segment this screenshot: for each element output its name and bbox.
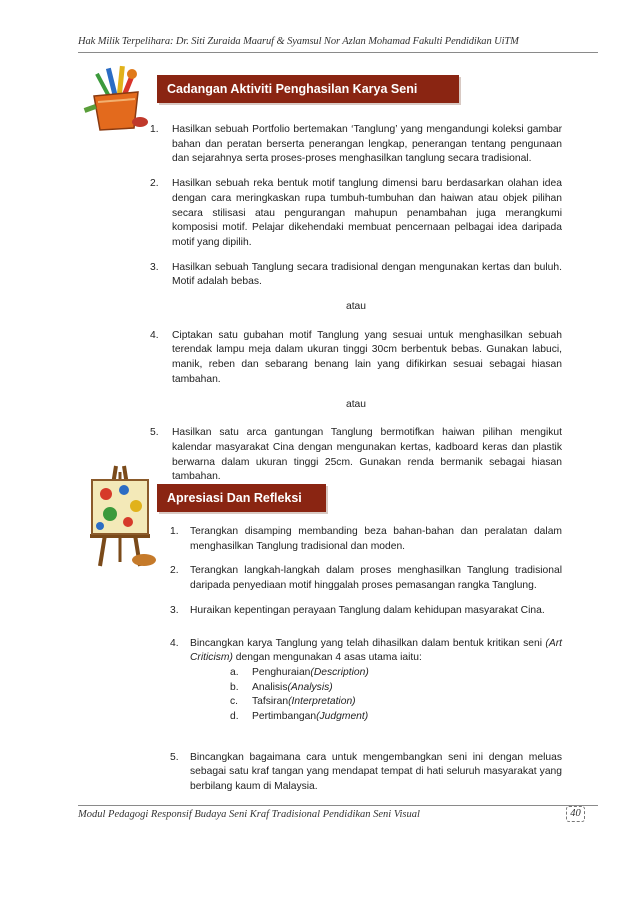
sub-text: Tafsiran xyxy=(252,696,289,708)
list-item xyxy=(150,329,562,388)
sub-text: Pertimbangan xyxy=(252,711,317,723)
sub-text-emphasis: (Judgment) xyxy=(316,711,369,723)
list-item xyxy=(150,426,562,485)
list-item xyxy=(170,637,562,725)
item-text: Terangkan disamping membanding beza bahan-bahan dan peralatan dalam menghasilkan Tanglung tradisional dan moden. xyxy=(190,526,562,552)
item-text-part: dengan mengunakan 4 asas utama iaitu: xyxy=(232,652,422,664)
activity-list xyxy=(150,123,562,495)
item-text: Ciptakan satu gubahan motif Tanglung yang sesuai untuk menghasilkan sebuah terendak lampu meja dalam ukuran tinggi 30cm berbentuk bebas. Gunakan labuci, manik, reben dan sebarang benang lain yang difikirkan sesuai sebagai hiasan tambahan. xyxy=(172,329,562,385)
list-item xyxy=(170,564,562,593)
item-text: Hasilkan sebuah Tanglung secara tradisional dengan mengunakan kertas dan buluh. Motif adalah bebas. xyxy=(172,261,562,288)
sub-letter: c. xyxy=(230,696,239,708)
item-number: 1. xyxy=(150,124,159,135)
atau-separator: atau xyxy=(345,301,367,313)
page-footer: Modul Pedagogi Responsif Budaya Seni Kraf Tradisional Pendidikan Seni Visual xyxy=(78,809,420,820)
item-number: 5. xyxy=(170,751,179,763)
sub-text-emphasis: (Analysis) xyxy=(287,681,333,693)
item-text: Hasilkan sebuah Portfolio bertemakan ‘Tanglung’ yang mengandungi koleksi gambar bahan dan peratan berserta penerangan lengkap, penerangan tentang pengunaan dan sejarahnya serta proses-proses menghasilkan tanglung secara tradisional. xyxy=(172,124,562,165)
item-number: 3. xyxy=(170,604,179,616)
item-text: Terangkan langkah-langkah dalam proses menghasilkan Tanglung tradisional daripada penyediaan motif hinggalah proses pemasangan rangka Tanglung. xyxy=(190,565,562,592)
art-supplies-icon xyxy=(80,62,152,132)
sublist-item xyxy=(230,710,562,725)
list-item xyxy=(170,751,562,795)
list-item xyxy=(170,604,562,619)
sublist-item xyxy=(230,681,562,696)
item-number: 2. xyxy=(170,565,179,577)
reflection-list xyxy=(170,525,562,805)
item-number: 5. xyxy=(150,427,159,439)
sub-letter: d. xyxy=(230,711,239,723)
sub-text-emphasis: (Description) xyxy=(310,666,369,678)
item-text: Hasilkan satu arca gantungan Tanglung bermotifkan haiwan pilihan mengikut kalendar masyarakat Cina dengan mengunakan kertas, kadboard keras dan plastik berwarna dalam ukuran tinggi 25cm. Gunakan renda bermanik sebagai hiasan tambahan. xyxy=(172,427,562,483)
item-text-part: Bincangkan karya Tanglung yang telah dihasilkan dalam bentuk kritikan seni xyxy=(190,637,546,649)
page-header: Hak Milik Terpelihara: Dr. Siti Zuraida Maaruf & Syamsul Nor Azlan Mohamad Fakulti Pendidikan UiTM xyxy=(78,36,519,47)
item-number: 4. xyxy=(170,637,179,649)
sublist xyxy=(190,666,562,725)
item-number: 3. xyxy=(150,261,159,273)
item-text: Bincangkan bagaimana cara untuk mengembangkan seni ini dengan meluas sebagai satu kraf tangan yang mendapat tempat di hati seluruh masyarakat yang berbilang kaum di Malaysia. xyxy=(190,751,562,793)
sublist-item xyxy=(230,695,562,710)
section-title-cadangan: Cadangan Aktiviti Penghasilan Karya Seni xyxy=(157,75,459,103)
item-text-emphasis: (Art Criticism) xyxy=(190,637,562,664)
item-text: Hasilkan sebuah reka bentuk motif tanglung dimensi baru berdasarkan olahan idea dengan cara meringkaskan rupa tumbuh-tumbuhan dan haiwan atau objek pilihan secara stilisasi atau pengurangan mahupun penambahan juga merangkumi komposisi motif. Pelajar dikehendaki membuat pencernaan pelbagai idea daripada motif yang dipilih. xyxy=(172,178,562,248)
section-title-apresiasi: Apresiasi Dan Refleksi xyxy=(157,484,326,512)
sub-letter: a. xyxy=(230,666,239,678)
list-item xyxy=(150,177,562,251)
sub-text: Penghuraian xyxy=(252,666,311,678)
sub-text: Analisis xyxy=(252,681,288,693)
item-number: 1. xyxy=(170,526,179,537)
sub-letter: b. xyxy=(230,681,239,693)
item-text: Huraikan kepentingan perayaan Tanglung dalam kehidupan masyarakat Cina. xyxy=(190,604,545,616)
sub-text-emphasis: (Interpretation) xyxy=(288,696,356,708)
list-item xyxy=(150,123,562,167)
list-item xyxy=(150,261,562,290)
sublist-item xyxy=(230,666,562,681)
item-number: 2. xyxy=(150,178,159,190)
easel-icon xyxy=(80,462,160,572)
atau-separator: atau xyxy=(345,398,367,410)
item-number: 4. xyxy=(150,329,159,341)
list-item xyxy=(170,525,562,554)
page-number: 40 xyxy=(566,806,585,822)
footer-divider xyxy=(78,805,598,806)
header-divider xyxy=(78,52,598,53)
item-text xyxy=(190,637,562,725)
